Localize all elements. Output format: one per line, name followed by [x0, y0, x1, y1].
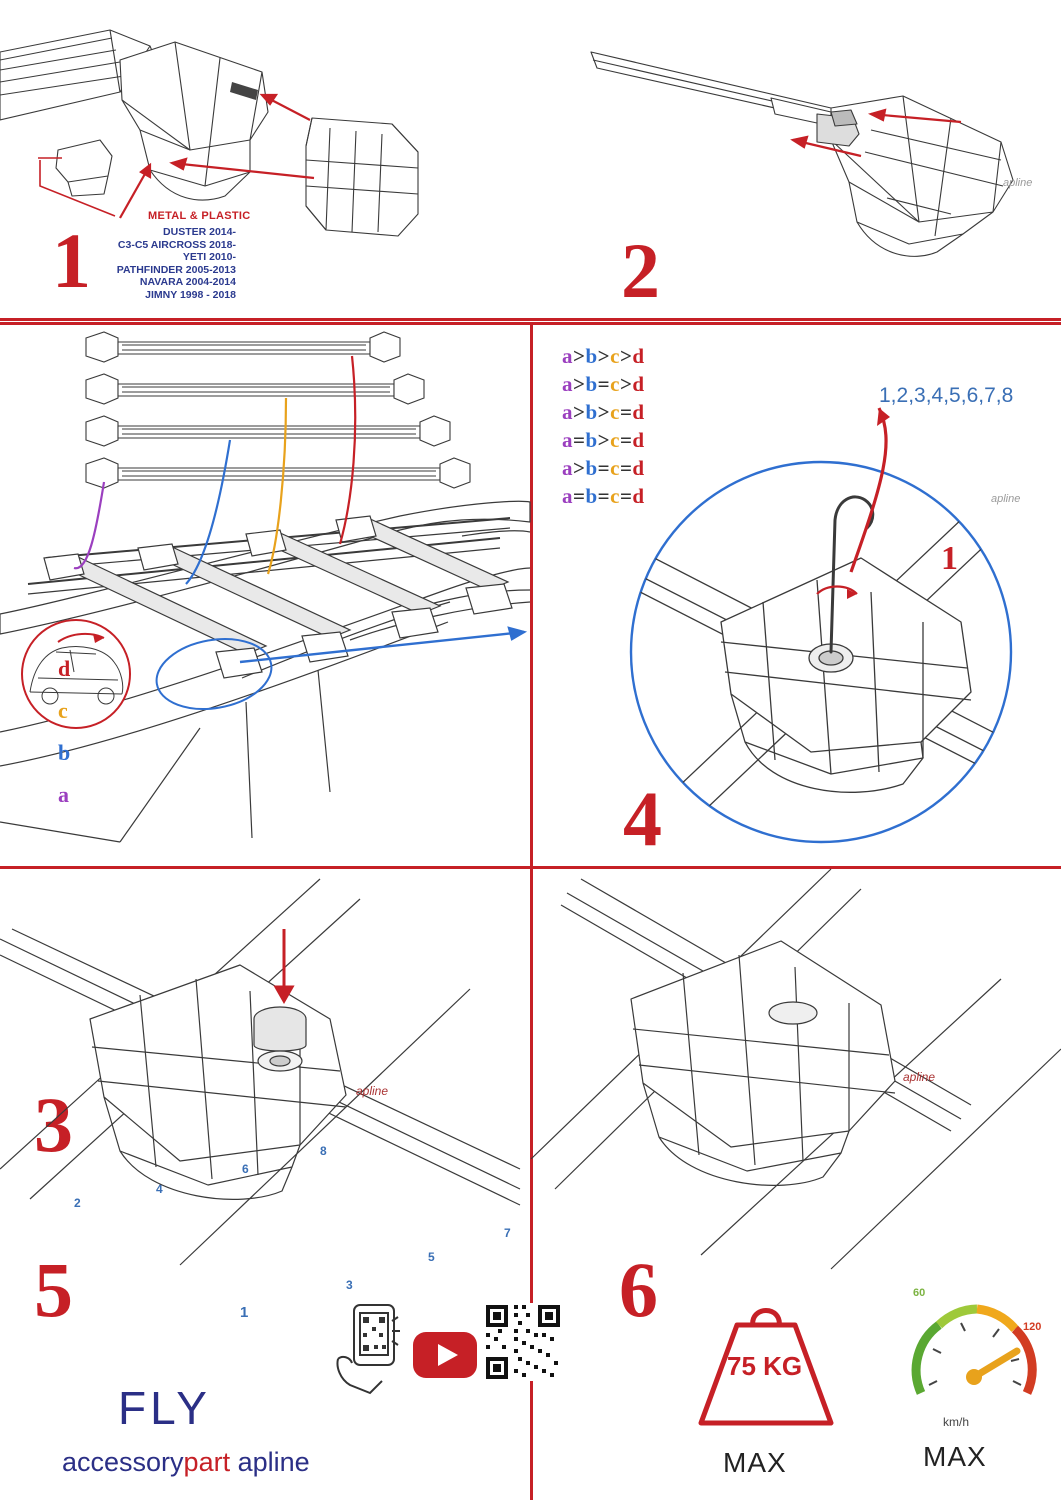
weight-max-label: MAX	[723, 1447, 787, 1478]
panel-step-5	[0, 869, 530, 1500]
svg-text:apline: apline	[903, 1070, 936, 1084]
divider-top	[0, 318, 1061, 321]
panel-step-1	[0, 0, 530, 318]
step-number-2: 2	[621, 227, 660, 314]
callout-6: 6	[242, 1162, 249, 1176]
step6-illustration	[531, 869, 1061, 1269]
svg-text:apline: apline	[991, 493, 1021, 505]
speed-gauge-icon	[899, 1289, 1049, 1429]
step2-illustration	[531, 0, 1061, 318]
compat-item: C3-C5 AIRCROSS 2018-	[117, 238, 236, 251]
callout-7: 7	[504, 1226, 511, 1240]
brand-part: part	[183, 1447, 231, 1477]
sequence-label: 1,2,3,4,5,6,7,8	[879, 384, 1014, 407]
bar-label-a: a	[58, 782, 69, 807]
callout-2: 2	[74, 1196, 81, 1210]
bar-label-d: d	[58, 656, 71, 681]
panel-step-6	[531, 869, 1061, 1500]
brand-name: FLY	[118, 1382, 211, 1434]
youtube-icon[interactable]	[412, 1331, 478, 1379]
step5-illustration	[0, 869, 530, 1269]
step-number-3: 3	[34, 1081, 73, 1168]
brand-apline: apline	[230, 1447, 310, 1477]
compat-title: METAL & PLASTIC	[148, 210, 251, 222]
weight-value: 75 KG	[727, 1351, 803, 1381]
speed-max-label: MAX	[923, 1441, 987, 1472]
callout-4: 4	[156, 1182, 163, 1196]
gauge-max-label: 120	[1023, 1321, 1042, 1333]
callout-5: 5	[428, 1250, 435, 1264]
instruction-sheet: METAL & PLASTIC DUSTER 2014- C3-C5 AIRCROSS 2018- YETI 2010- PATHFINDER 2005-2013 NAVARA 2004-2014 JIMNY 1998 - 2018 1 apline 2 d c b a 2 4 6 8 7 5 3 1 3 a>b>c>d a>b=c>d a>b>c=d a=b>c=d a>b=c=d a=b=c=d apline 1,2,3,4,5,6,7,8 1 4 apline 5 FLY accessorypart apline apline 6 75 KG MAX 60 120 km/h MAX	[0, 0, 1061, 1500]
compat-item: PATHFINDER 2005-2013	[116, 263, 236, 276]
speed-unit-label: km/h	[943, 1415, 970, 1429]
callout-1: 1	[240, 1304, 249, 1321]
step-number-4: 4	[623, 775, 662, 862]
brand-accessory: accessory	[62, 1447, 184, 1477]
compat-item: JIMNY 1998 - 2018	[145, 288, 236, 301]
svg-text:apline: apline	[1003, 177, 1033, 189]
brand-tagline	[62, 1447, 310, 1478]
turn-label: 1	[941, 540, 958, 577]
gauge-min-label: 60	[913, 1287, 926, 1299]
step3-illustration	[0, 322, 530, 866]
step-number-6: 6	[619, 1246, 658, 1333]
compat-item: NAVARA 2004-2014	[139, 276, 236, 288]
bar-label-c: c	[58, 698, 68, 723]
callout-3: 3	[346, 1278, 353, 1292]
bar-label-b: b	[58, 740, 71, 765]
compat-item: DUSTER 2014-	[163, 226, 236, 238]
panel-step-2	[531, 0, 1061, 318]
callout-8: 8	[320, 1144, 327, 1158]
step-number-5: 5	[34, 1246, 73, 1333]
phone-scan-icon	[330, 1301, 400, 1397]
compat-list	[0, 226, 236, 301]
panel-step-4	[531, 322, 1061, 866]
step-number-1: 1	[52, 217, 91, 304]
compat-item: YETI 2010-	[182, 251, 236, 263]
svg-text:apline: apline	[356, 1084, 389, 1098]
